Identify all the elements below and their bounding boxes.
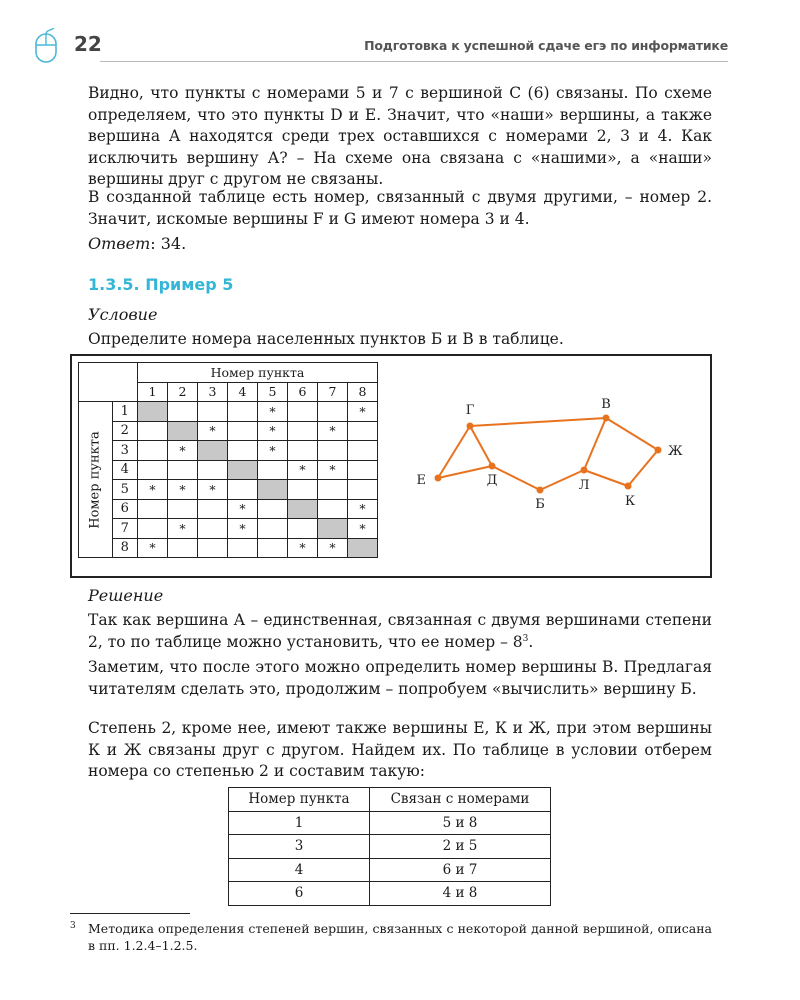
running-title: Подготовка к успешной сдаче егэ по информатике <box>364 38 728 53</box>
page-header <box>32 28 728 64</box>
graph-node-label: Г <box>465 403 475 418</box>
matrix-cell <box>258 519 288 539</box>
adjacency-matrix <box>78 362 378 558</box>
matrix-row-number: 6 <box>112 499 137 519</box>
solution-paragraph-2: Заметим, что после этого можно определить номер вершины В. Предлагая читателям сделать это, продолжим – попробуем «вычислить» вершину Б. <box>88 658 712 698</box>
matrix-diagonal-cell <box>138 402 168 422</box>
footnote-divider <box>70 913 190 914</box>
matrix-cell <box>318 441 348 461</box>
result-cell: 6 <box>229 882 370 906</box>
matrix-row <box>79 538 378 558</box>
matrix-cell <box>168 402 198 422</box>
result-cell: 4 и 8 <box>370 882 551 906</box>
graph-node-label: Е <box>416 473 426 488</box>
matrix-cell: * <box>228 499 258 519</box>
graph-node-label: Б <box>535 497 545 512</box>
matrix-cell <box>138 499 168 519</box>
matrix-cell: * <box>258 421 288 441</box>
result-cell: 5 и 8 <box>370 811 551 835</box>
matrix-diagonal-cell <box>348 538 378 558</box>
matrix-cell <box>198 402 228 422</box>
matrix-diagonal-cell <box>168 421 198 441</box>
matrix-cell: * <box>348 402 378 422</box>
result-row <box>229 835 551 859</box>
solution-paragraph-1 <box>88 610 712 653</box>
matrix-cell <box>168 460 198 480</box>
graph-node <box>625 483 632 490</box>
result-cell: 6 и 7 <box>370 858 551 882</box>
matrix-row-number: 5 <box>112 480 137 500</box>
matrix-col-number: 5 <box>258 382 288 402</box>
matrix-cell <box>288 519 318 539</box>
matrix-cell: * <box>138 538 168 558</box>
matrix-cell <box>168 499 198 519</box>
result-table <box>228 787 551 906</box>
result-cell: 3 <box>229 835 370 859</box>
matrix-cell <box>228 441 258 461</box>
matrix-row-header <box>79 402 113 558</box>
result-row <box>229 858 551 882</box>
answer-line <box>88 234 186 253</box>
matrix-cell <box>318 499 348 519</box>
footnote-mark: 3 <box>70 921 76 931</box>
graph-node <box>603 415 610 422</box>
graph-node-label: К <box>624 494 636 509</box>
mouse-icon <box>32 28 62 64</box>
matrix-col-header: Номер пункта <box>138 363 378 383</box>
matrix-cell: * <box>288 460 318 480</box>
matrix-cell: * <box>168 441 198 461</box>
graph-node <box>655 447 662 454</box>
matrix-diagonal-cell <box>288 499 318 519</box>
matrix-row-number: 1 <box>112 402 137 422</box>
result-row <box>229 811 551 835</box>
matrix-row <box>79 441 378 461</box>
matrix-cell: * <box>258 441 288 461</box>
result-cell: 4 <box>229 858 370 882</box>
matrix-cell: * <box>348 519 378 539</box>
matrix-row <box>79 499 378 519</box>
graph-node-label: Л <box>578 478 590 493</box>
matrix-cell <box>318 480 348 500</box>
matrix-cell <box>138 441 168 461</box>
graph-node <box>537 487 544 494</box>
matrix-cell <box>348 421 378 441</box>
matrix-cell: * <box>168 519 198 539</box>
matrix-diagonal-cell <box>228 460 258 480</box>
matrix-cell: * <box>138 480 168 500</box>
graph-edge <box>628 450 658 486</box>
matrix-cell <box>198 519 228 539</box>
matrix-diagonal-cell <box>258 480 288 500</box>
matrix-cell <box>348 460 378 480</box>
matrix-col-number: 1 <box>138 382 168 402</box>
graph-nodes <box>435 415 662 494</box>
matrix-row-number: 2 <box>112 421 137 441</box>
matrix-cell: * <box>348 499 378 519</box>
matrix-cell <box>198 460 228 480</box>
graph-edge <box>540 470 584 490</box>
matrix-cell: * <box>318 538 348 558</box>
graph-edge <box>470 426 492 466</box>
matrix-cell <box>288 402 318 422</box>
matrix-row-number: 4 <box>112 460 137 480</box>
matrix-cell <box>228 421 258 441</box>
matrix-diagonal-cell <box>318 519 348 539</box>
page-number: 22 <box>74 32 102 56</box>
graph-edge <box>584 470 628 486</box>
matrix-cell: * <box>198 480 228 500</box>
graph-node-label: Д <box>486 473 498 488</box>
header-divider <box>100 61 728 62</box>
matrix-cell: * <box>318 460 348 480</box>
matrix-cell <box>138 460 168 480</box>
matrix-col-number: 2 <box>168 382 198 402</box>
graph-edge <box>438 466 492 478</box>
matrix-row <box>79 519 378 539</box>
matrix-cell <box>288 441 318 461</box>
condition-text: Определите номера населенных пунктов Б и В в таблице. <box>88 330 564 348</box>
graph-edge <box>584 418 606 470</box>
graph-node-label: В <box>601 397 611 412</box>
graph-edge <box>438 426 470 478</box>
matrix-cell: * <box>318 421 348 441</box>
matrix-col-number: 6 <box>288 382 318 402</box>
graph-node <box>467 423 474 430</box>
graph-node <box>435 475 442 482</box>
result-cell: 2 и 5 <box>370 835 551 859</box>
condition-title: Условие <box>88 305 158 324</box>
graph-node <box>489 463 496 470</box>
matrix-row <box>79 402 378 422</box>
matrix-cell <box>348 441 378 461</box>
matrix-cell: * <box>168 480 198 500</box>
graph-diagram <box>410 388 710 528</box>
matrix-col-number: 8 <box>348 382 378 402</box>
matrix-corner <box>79 363 138 402</box>
matrix-cell: * <box>258 402 288 422</box>
graph-edge <box>470 418 606 426</box>
solution-text-1: Так как вершина А – единственная, связанная с двумя вершинами степени 2, то по таблице можно установить, что ее номер – 8 <box>88 611 712 651</box>
result-row <box>229 882 551 906</box>
matrix-col-number: 3 <box>198 382 228 402</box>
graph-labels <box>417 397 684 512</box>
matrix-row <box>79 480 378 500</box>
footnote-ref: 3 <box>522 633 529 644</box>
answer-value: : 34. <box>150 234 187 253</box>
result-cell: 1 <box>229 811 370 835</box>
section-title: 1.3.5. Пример 5 <box>88 275 234 294</box>
matrix-cell <box>228 480 258 500</box>
matrix-cell <box>318 402 348 422</box>
matrix-cell <box>288 421 318 441</box>
graph-node <box>581 467 588 474</box>
paragraph-2: В созданной таблице есть номер, связанный с двумя другими, – номер 2. Значит, искомые вершины F и G имеют номера 3 и 4. <box>88 188 712 228</box>
matrix-cell <box>138 421 168 441</box>
matrix-cell: * <box>198 421 228 441</box>
matrix-cell: * <box>228 519 258 539</box>
matrix-cell <box>258 460 288 480</box>
matrix-cell <box>228 402 258 422</box>
matrix-cell <box>258 499 288 519</box>
solution-title: Решение <box>88 586 164 605</box>
matrix-row-number: 3 <box>112 441 137 461</box>
footnote <box>70 920 712 954</box>
matrix-cell <box>198 499 228 519</box>
matrix-cell <box>258 538 288 558</box>
matrix-row <box>79 421 378 441</box>
matrix-row-number: 7 <box>112 519 137 539</box>
matrix-col-number: 7 <box>318 382 348 402</box>
matrix-cell <box>228 538 258 558</box>
matrix-row-header-label: Номер пункта <box>87 430 103 529</box>
paragraph-1: Видно, что пункты с номерами 5 и 7 с вершиной С (6) связаны. По схеме определяем, что это пункты D и E. Значит, что «наши» вершины, а также вершина А находятся среди трех оставшихся с номерами 2, 3 и 4. Как исключить вершину А? – На схеме она связана с «нашими», а «наши» вершины друг с другом не связаны. <box>88 84 712 188</box>
matrix-cell <box>198 538 228 558</box>
result-header-1: Номер пункта <box>229 788 370 812</box>
result-header-2: Связан с номерами <box>370 788 551 812</box>
matrix-row <box>79 460 378 480</box>
matrix-cell <box>348 480 378 500</box>
matrix-cell: * <box>288 538 318 558</box>
graph-edge <box>492 466 540 490</box>
footnote-text: Методика определения степеней вершин, связанных с некоторой данной вершиной, описана в пп. 1.2.4–1.2.5. <box>88 921 712 953</box>
solution-paragraph-3: Степень 2, кроме нее, имеют также вершины Е, К и Ж, при этом вершины К и Ж связаны друг с другом. Найдем их. По таблице в условии отберем номера со степенью 2 и составим такую: <box>88 719 712 780</box>
matrix-cell <box>138 519 168 539</box>
matrix-cell <box>288 480 318 500</box>
graph-node-label: Ж <box>668 444 683 459</box>
matrix-diagonal-cell <box>198 441 228 461</box>
result-header-row <box>229 788 551 812</box>
solution-text-1-end: . <box>528 632 534 651</box>
matrix-col-number: 4 <box>228 382 258 402</box>
graph-edge <box>606 418 658 450</box>
matrix-cell <box>168 538 198 558</box>
answer-label: Ответ <box>88 234 151 253</box>
matrix-row-number: 8 <box>112 538 137 558</box>
